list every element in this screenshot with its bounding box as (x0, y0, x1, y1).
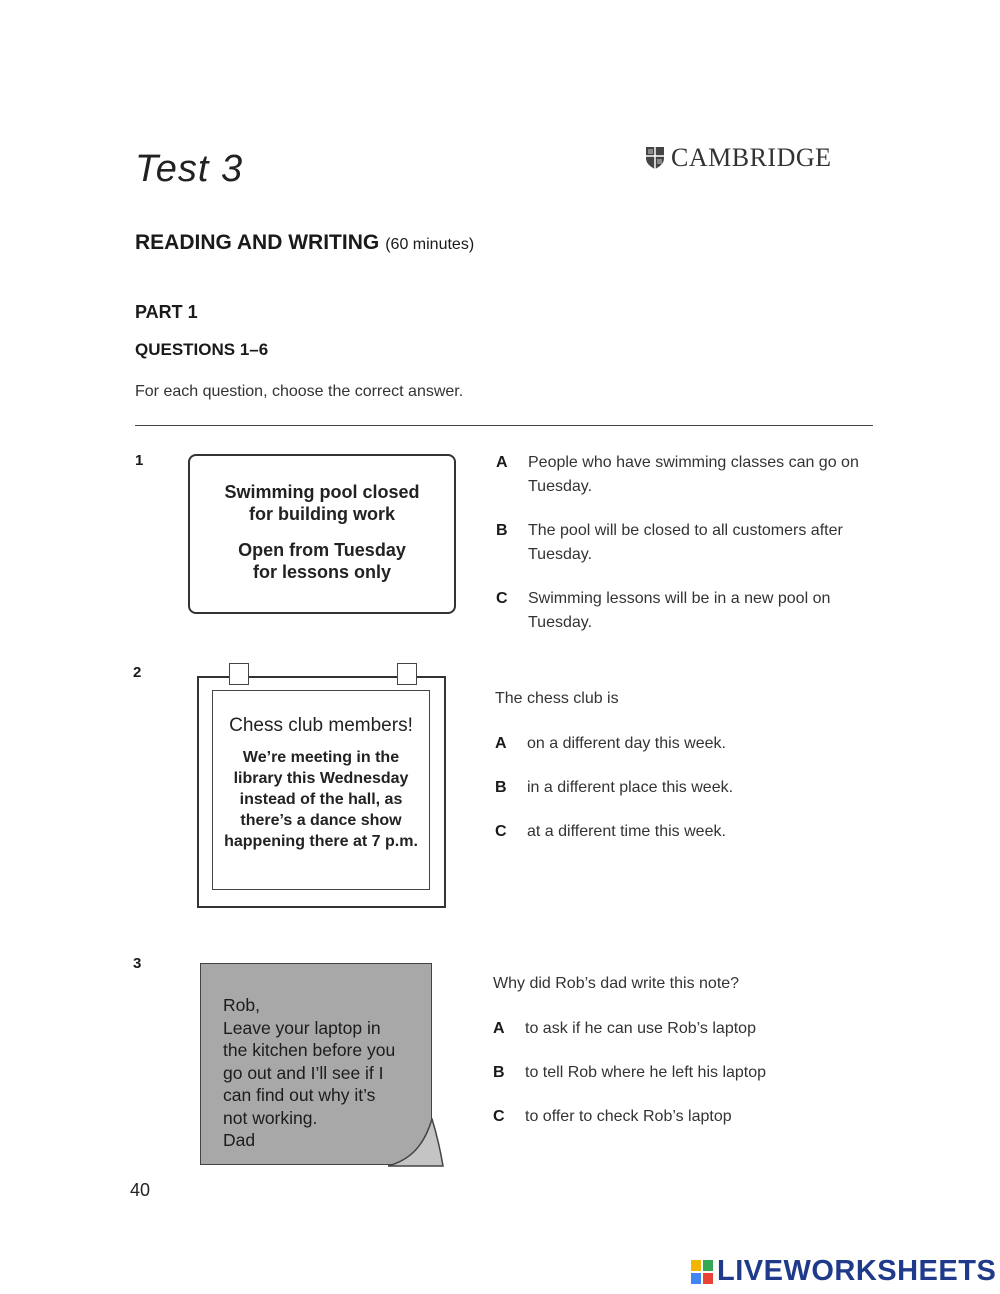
option-text: Swimming lessons will be in a new pool on Tuesday. (528, 590, 831, 631)
notice-inner (212, 690, 430, 890)
logo-text: CAMBRIDGE (671, 143, 832, 172)
option-letter: C (493, 1108, 505, 1125)
option-letter: A (496, 454, 508, 471)
option-text: to offer to check Rob’s laptop (525, 1108, 732, 1125)
answer-option[interactable] (496, 519, 876, 567)
option-text: to ask if he can use Rob’s laptop (525, 1020, 756, 1037)
note-line: not working. (223, 1107, 318, 1128)
part-title: PART 1 (135, 302, 198, 322)
tape-icon (229, 663, 249, 685)
option-letter: A (493, 1020, 505, 1037)
cambridge-logo (645, 143, 832, 173)
option-letter: C (495, 823, 507, 840)
divider (135, 425, 873, 426)
question-number: 2 (133, 664, 142, 681)
note-line: can find out why it’s (223, 1085, 376, 1105)
page-number: 40 (130, 1180, 151, 1200)
option-text: People who have swimming classes can go on Tuesday. (528, 454, 859, 495)
option-text: at a different time this week. (527, 823, 726, 840)
option-text: on a different day this week. (527, 735, 726, 752)
question-number: 1 (135, 452, 144, 469)
question-stem: Why did Rob’s dad write this note? (493, 975, 740, 992)
option-letter: B (496, 522, 508, 539)
option-text: in a different place this week. (527, 779, 734, 796)
answer-option[interactable] (493, 1061, 873, 1085)
liveworksheets-logo-icon (691, 1260, 713, 1284)
answer-option[interactable] (493, 1017, 873, 1041)
note-line: Leave your laptop in (223, 1017, 381, 1038)
cambridge-shield-icon (645, 146, 665, 170)
note-curl-icon (386, 1118, 444, 1168)
liveworksheets-brand[interactable] (691, 1255, 996, 1288)
answer-option[interactable] (493, 1105, 873, 1129)
sign-line: Open from Tuesday for lessons only (238, 540, 406, 582)
tape-icon (397, 663, 417, 685)
note-line: the kitchen before you (223, 1040, 396, 1060)
answer-option[interactable] (495, 820, 875, 844)
section-title (135, 231, 474, 255)
option-letter: A (495, 735, 507, 752)
chess-club-notice (197, 676, 446, 908)
option-text: The pool will be closed to all customers after Tuesday. (528, 522, 843, 563)
test-title: Test 3 (135, 148, 244, 190)
note-line: Dad (223, 1130, 256, 1150)
questions-range: QUESTIONS 1–6 (135, 340, 269, 359)
answer-option[interactable] (495, 776, 875, 800)
option-letter: B (493, 1064, 505, 1081)
notice-body: We’re meeting in the library this Wednesday instead of the hall, as there’s a dance show happening there at 7 p.m. (224, 749, 418, 850)
answer-option[interactable] (495, 732, 875, 756)
question-stem: The chess club is (495, 690, 619, 707)
question-number: 3 (133, 955, 142, 972)
option-letter: C (496, 590, 508, 607)
note-line: go out and I’ll see if I (223, 1062, 384, 1083)
instruction: For each question, choose the correct answer. (135, 383, 464, 400)
option-text: to tell Rob where he left his laptop (525, 1064, 767, 1081)
section-duration: (60 minutes) (385, 236, 475, 253)
swimming-pool-sign (188, 454, 456, 614)
section-name: READING AND WRITING (135, 231, 380, 254)
brand-text: LIVEWORKSHEETS (717, 1255, 997, 1287)
note-line: Rob, (223, 995, 260, 1015)
answer-option[interactable] (496, 587, 876, 635)
option-letter: B (495, 779, 507, 796)
notice-heading: Chess club members! (229, 715, 413, 736)
answer-option[interactable] (496, 451, 876, 499)
sign-line: Swimming pool closed for building work (224, 482, 420, 524)
